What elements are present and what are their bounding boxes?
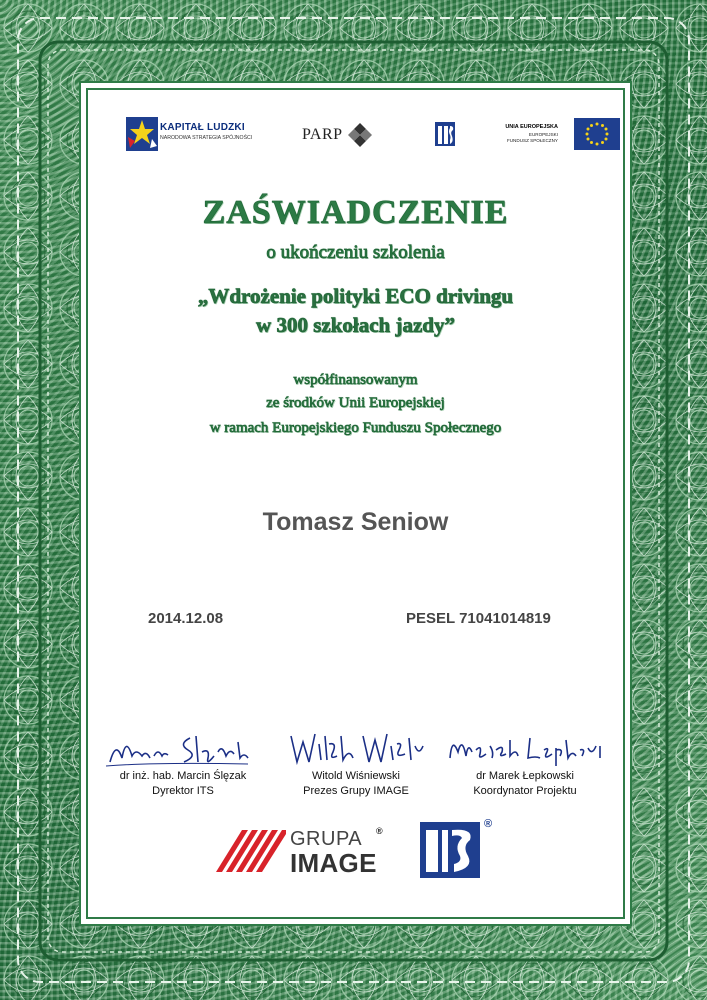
certificate-body <box>86 88 625 919</box>
signatory-role: Koordynator Projektu <box>473 785 577 797</box>
signatory-name: dr Marek Łepkowski <box>476 770 574 782</box>
eu-flag-icon <box>574 118 620 150</box>
signatory-role: Prezes Grupy IMAGE <box>303 785 409 797</box>
eu-fund-label-1: EUROPEJSKI <box>528 132 558 137</box>
signatory-name: Witold Wiśniewski <box>311 770 400 782</box>
cofinance-line-3: w ramach Europejskiego Funduszu Społecznego <box>209 420 502 436</box>
parp-text: PARP <box>302 126 343 143</box>
handwritten-signature-wisniewski <box>271 722 441 770</box>
eu-label: UNIA EUROPEJSKA <box>505 124 558 130</box>
its-registered-mark: ® <box>484 818 493 830</box>
certificate-subtitle: o ukończeniu szkolenia <box>266 242 445 263</box>
handwritten-signature-slezak <box>98 722 268 770</box>
pesel-number: PESEL 71041014819 <box>406 610 551 627</box>
its-logo-small <box>434 120 456 148</box>
cofinance-line-2: ze środków Unii Europejskiej <box>266 395 445 411</box>
kapital-ludzki-icon <box>126 117 158 151</box>
signature-block-director <box>98 722 268 802</box>
kapital-ludzki-subtitle: NARODOWA STRATEGIA SPÓJNOŚCI <box>160 135 253 141</box>
grupa-image-logo <box>216 824 396 884</box>
handwritten-signature-lepkowski <box>440 722 610 770</box>
issue-date: 2014.12.08 <box>148 610 224 627</box>
cofinance-line-1: współfinansowanym <box>293 372 418 388</box>
grupa-label: GRUPA <box>290 828 363 850</box>
kapital-ludzki-logo <box>124 116 264 152</box>
certificate-title: ZAŚWIADCZENIE <box>202 194 509 231</box>
signature-block-president <box>271 722 441 802</box>
eu-social-fund-logo <box>496 116 606 152</box>
its-logo-large <box>418 818 482 882</box>
course-title-line-2: w 300 szkołach jazdy” <box>256 313 455 337</box>
parp-logo <box>302 120 392 150</box>
signatory-role: Dyrektor ITS <box>152 785 214 797</box>
grupa-image-stripes-icon <box>216 830 286 872</box>
signature-block-coordinator <box>440 722 610 802</box>
kapital-ludzki-title: KAPITAŁ LUDZKI <box>160 122 245 133</box>
sponsor-logos <box>124 116 594 152</box>
registered-mark: ® <box>376 826 383 836</box>
image-label: IMAGE <box>290 848 377 878</box>
signatory-name: dr inż. hab. Marcin Ślęzak <box>119 770 247 782</box>
eu-fund-label-2: FUNDUSZ SPOŁECZNY <box>506 138 558 143</box>
course-title-line-1: „Wdrożenie polityki ECO drivingu <box>197 284 514 308</box>
parp-icon <box>348 123 372 147</box>
recipient-name: Tomasz Seniow <box>262 508 449 536</box>
